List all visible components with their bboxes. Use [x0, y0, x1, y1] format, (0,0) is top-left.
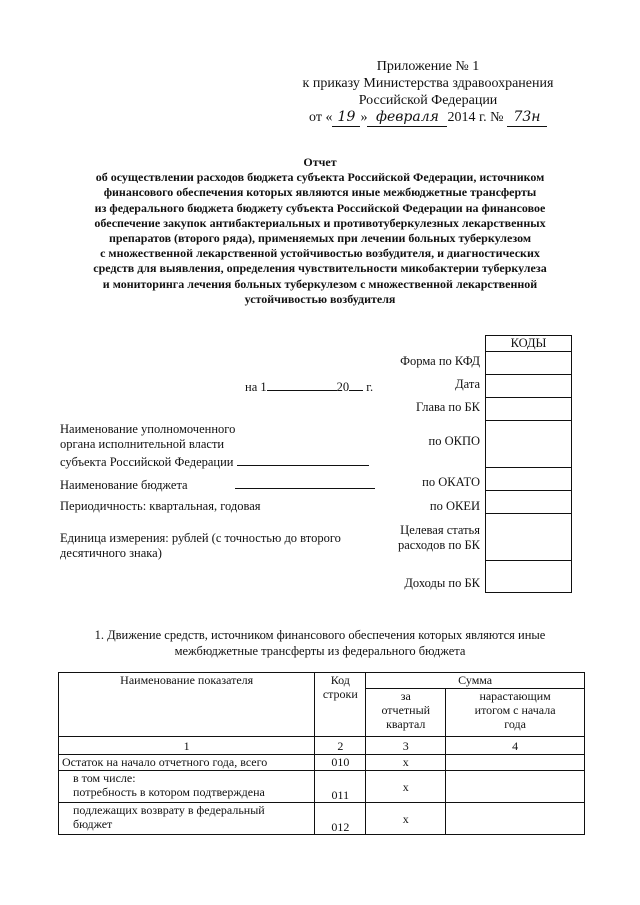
- col-number: 2: [315, 737, 366, 755]
- col-number: 1: [59, 737, 315, 755]
- table-row: [59, 771, 585, 803]
- report-date-field[interactable]: [267, 377, 337, 391]
- label-date: Дата: [455, 377, 480, 391]
- report-title: [60, 155, 580, 307]
- appendix-year: 2014 г. №: [447, 110, 504, 125]
- code-cell-date[interactable]: [486, 375, 572, 398]
- label-unit: Единица измерения: рублей (с точностью до второго десятичного знака): [60, 531, 341, 560]
- row-code: 010: [315, 755, 366, 771]
- label-period: Периодичность: квартальная, годовая: [60, 499, 261, 513]
- header-sum: Сумма: [366, 673, 585, 689]
- report-year-field[interactable]: [349, 377, 363, 391]
- label-okato: по ОКАТО: [422, 475, 480, 489]
- code-cell-income[interactable]: [486, 561, 572, 593]
- report-title-line: из федерального бюджета бюджету субъекта Российской Федерации на финансовое: [94, 200, 546, 215]
- report-title-line: средств для выявления, определения чувствительности микобактерии туберкулеза: [93, 261, 547, 276]
- movement-table: [58, 672, 585, 835]
- report-title-line: об осуществлении расходов бюджета субъекта Российской Федерации, источником: [95, 170, 545, 185]
- row-quarter: x: [366, 755, 446, 771]
- col-number: 4: [446, 737, 585, 755]
- row-quarter: x: [366, 803, 446, 835]
- header-code: Код строки: [315, 673, 366, 737]
- appendix-line2: к приказу Министерства здравоохранения: [302, 76, 554, 91]
- row-total[interactable]: [446, 755, 585, 771]
- budget-name-field[interactable]: [235, 475, 375, 489]
- label-okei: по ОКЕИ: [429, 499, 480, 513]
- header-quarter: за отчетный квартал: [366, 689, 446, 737]
- col-number: 3: [366, 737, 446, 755]
- row-quarter: x: [366, 771, 446, 803]
- label-form-kfd: Форма по КФД: [400, 354, 480, 368]
- codes-header: КОДЫ: [486, 336, 572, 352]
- label-income: Доходы по БК: [404, 576, 480, 590]
- header-total: нарастающим итогом с начала года: [446, 689, 585, 737]
- section1-title: 1. Движение средств, источником финансового обеспечения которых являются иные межбюджетные трансферты из федерального бюджета: [94, 628, 546, 658]
- code-cell-okpo[interactable]: [486, 421, 572, 468]
- appendix-number: 73н: [507, 109, 547, 127]
- label-okpo: по ОКПО: [428, 434, 480, 448]
- report-date-line: на 1 20 г.: [245, 377, 373, 395]
- code-cell-form-kfd[interactable]: [486, 352, 572, 375]
- report-title-line: и мониторинга лечения больных туберкулезом с множественной лекарственной: [102, 276, 538, 291]
- appendix-month: февраля: [367, 109, 447, 127]
- table-row: [59, 755, 585, 771]
- row-total[interactable]: [446, 803, 585, 835]
- appendix-day: 19: [332, 109, 360, 127]
- appendix-block: [283, 58, 573, 127]
- row-name: Остаток на начало отчетного года, всего: [59, 755, 315, 771]
- report-title-line: с множественной лекарственной устойчивостью возбудителя, и диагностических: [100, 246, 540, 261]
- label-budget: Наименование бюджета: [60, 475, 390, 493]
- code-cell-glava[interactable]: [486, 398, 572, 421]
- row-name: в том числе: потребность в котором подтверждена: [59, 771, 315, 803]
- code-cell-target[interactable]: [486, 514, 572, 561]
- report-heading: Отчет: [303, 155, 337, 169]
- header-name: Наименование показателя: [59, 673, 315, 737]
- row-total[interactable]: [446, 771, 585, 803]
- label-glava: Глава по БК: [415, 400, 480, 414]
- label-org: Наименование уполномоченного органа исполнительной власти субъекта Российской Федерации: [60, 422, 390, 470]
- appendix-date-line: от « 19 » февраля 2014 г. № 73н: [283, 109, 573, 127]
- report-title-line: препаратов (второго ряда), применяемых при лечении больных туберкулезом: [108, 231, 532, 246]
- report-title-line: устойчивостью возбудителя: [244, 291, 396, 306]
- table-row: [59, 803, 585, 835]
- row-code: 011: [315, 771, 366, 803]
- report-title-line: обеспечение закупок антибактериальных и противотуберкулезных лекарственных: [94, 215, 546, 230]
- codes-table: [485, 335, 572, 593]
- row-name: подлежащих возврату в федеральный бюджет: [59, 803, 315, 835]
- code-cell-okei[interactable]: [486, 491, 572, 514]
- appendix-line1: Приложение № 1: [376, 59, 480, 74]
- label-target: Целевая статья расходов по БК: [397, 523, 480, 552]
- row-code: 012: [315, 803, 366, 835]
- report-title-line: финансового обеспечения которых являются иные межбюджетные трансферты: [103, 185, 537, 200]
- appendix-line3: Российской Федерации: [358, 93, 498, 108]
- org-name-field[interactable]: [237, 452, 369, 466]
- code-cell-okato[interactable]: [486, 468, 572, 491]
